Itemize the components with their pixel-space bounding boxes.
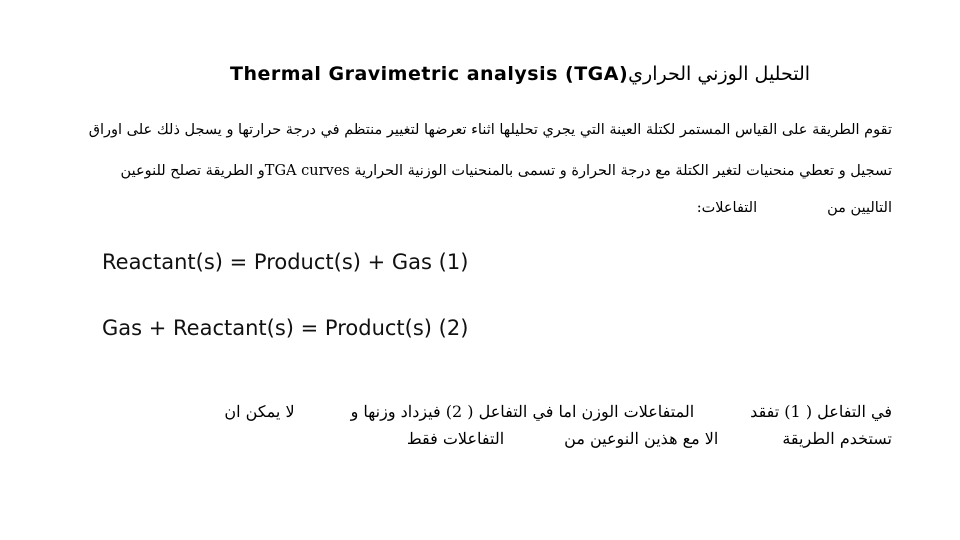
- paragraph-line-2-part-1: تسجيل و تعطي منحنيات لتغير الكتلة مع درجة الحرارة و تسمى بالمنحنيات الوزنية الحرارية: [354, 163, 892, 179]
- title-arabic: التحليل الوزني الحراري: [628, 63, 811, 85]
- paragraph-line-1: تقوم الطريقة على القياس المستمر لكتلة العينة التي يجري تحليلها اثناء تعرضها لتغيير منتظم في درجة حرارتها و يسجل ذلك على اوراق: [88, 122, 892, 138]
- title-english: Thermal Gravimetric analysis (TGA): [230, 63, 629, 85]
- conclusion-line-1-part-c: لا يمكن ان: [224, 402, 295, 421]
- paragraph-line-3-part-1: التاليين من: [827, 200, 892, 216]
- slide-title: [230, 58, 890, 90]
- conclusion-line-1-part-b: المتفاعلات الوزن اما في التفاعل ( 2) فيزداد وزنها و: [350, 402, 695, 421]
- paragraph-line-3-part-2: التفاعلات:: [696, 200, 758, 216]
- paragraph-line-2: [62, 163, 892, 179]
- conclusion-line-2-part-c: التفاعلات فقط: [406, 429, 505, 448]
- equation-2: Gas + Reactant(s) = Product(s) (2): [102, 316, 469, 340]
- conclusion-line-2: [332, 429, 892, 448]
- conclusion-line-1-part-a: في التفاعل ( 1) تفقد: [750, 402, 892, 421]
- paragraph-line-2-part-2: و الطريقة تصلح للنوعين: [120, 163, 265, 179]
- conclusion-line-2-part-b: الا مع هذين النوعين من: [564, 429, 719, 448]
- conclusion-line-1: [112, 402, 892, 421]
- conclusion-line-2-part-a: تستخدم الطريقة: [782, 429, 892, 448]
- equation-1: Reactant(s) = Product(s) + Gas (1): [102, 250, 469, 274]
- paragraph-line-3: [632, 200, 892, 216]
- tga-curves-term: TGA curves: [264, 163, 350, 179]
